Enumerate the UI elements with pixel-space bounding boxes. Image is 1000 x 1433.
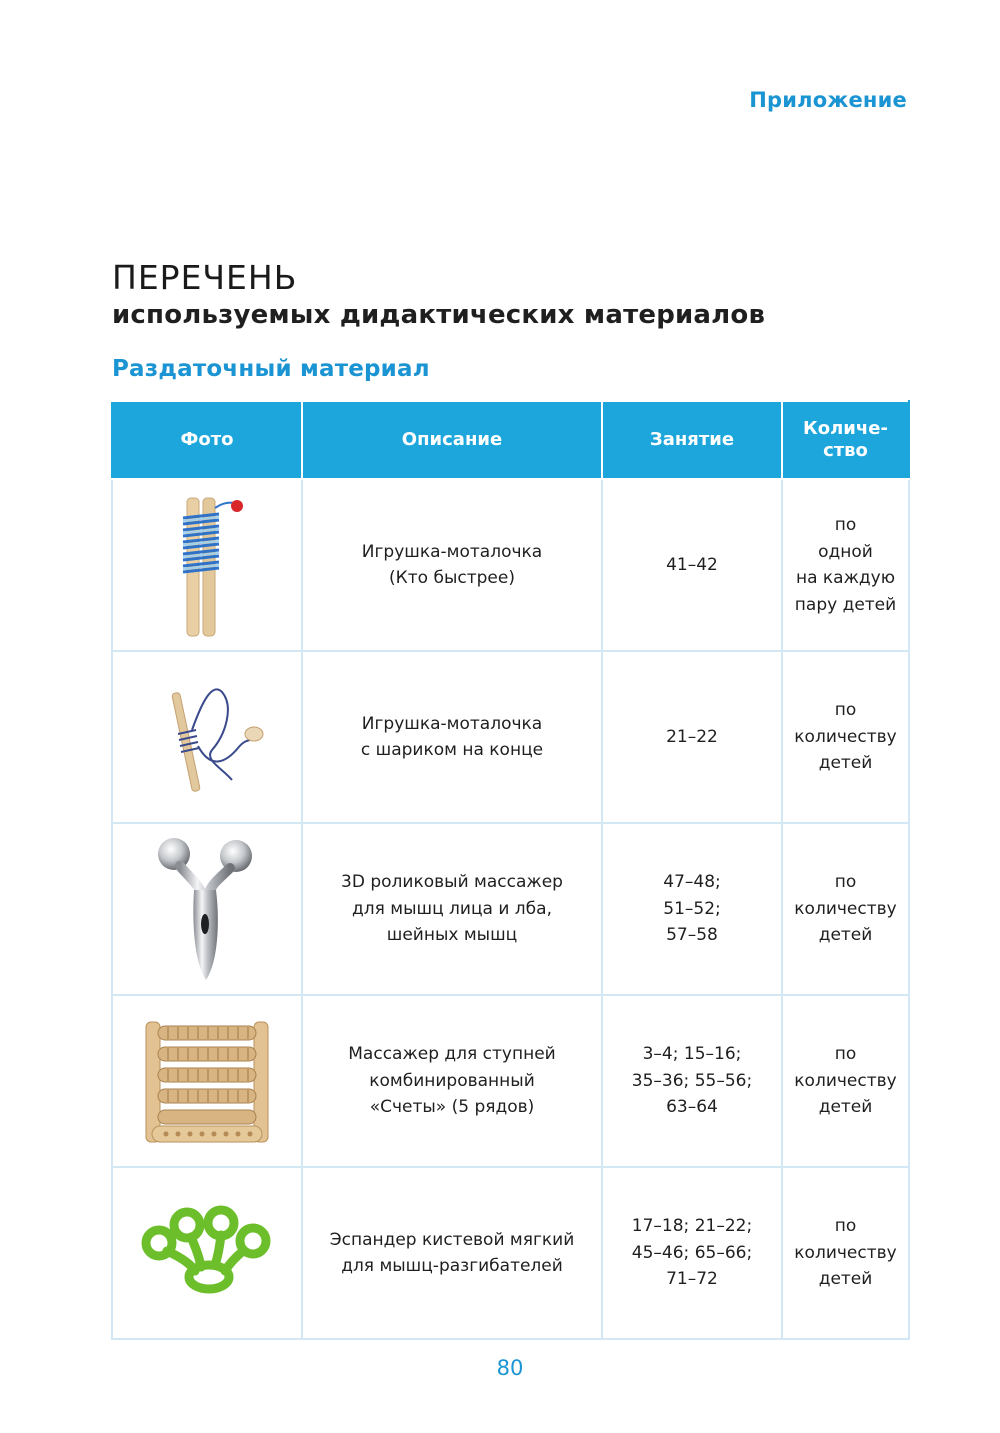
lesson-line: 51–52; [663,898,721,919]
description-line: 3D роликовый массажер [341,872,563,893]
description-line: Массажер для ступней [348,1044,556,1065]
table-row [112,995,909,1167]
lesson-line: 57–58 [666,925,718,946]
section-label: Приложение [749,88,907,112]
quantity-cell [782,823,909,995]
quantity-line: по [834,872,857,893]
quantity-line: количеству [794,898,897,919]
table-row [112,1167,909,1339]
photo-cell [112,1167,302,1339]
quantity-line: детей [818,753,873,774]
lesson-cell [602,1167,782,1339]
description-cell [302,479,602,651]
quantity-line: на каждую [795,568,896,588]
quantity-line: по [834,1216,857,1237]
lesson-cell [602,479,782,651]
lesson-cell [602,651,782,823]
description-cell [302,823,602,995]
description-line: для мышц лица и лба, [352,898,552,919]
lesson-line: 71–72 [666,1269,718,1290]
description-line: комбинированный [369,1070,535,1091]
description-cell [302,651,602,823]
hand-expander-icon [137,1203,277,1303]
lesson-line: 47–48; [663,872,721,893]
description-line: Игрушка-моталочка [361,541,543,562]
page-subtitle: используемых дидактических материалов [112,300,766,330]
materials-table [111,400,910,1340]
quantity-line: по [834,1044,857,1065]
description-cell [302,995,602,1167]
quantity-line: одной [818,541,873,562]
quantity-cell [782,651,909,823]
quantity-line: количеству [794,1242,897,1263]
section-heading: Раздаточный материал [112,356,430,382]
header-quantity-line: ство [823,440,868,461]
description-line: Игрушка-моталочка [361,713,543,734]
table-row [112,651,909,823]
quantity-line: по [834,700,857,721]
header-lesson: Занятие [602,401,782,479]
header-photo: Фото [112,401,302,479]
header-quantity [782,401,909,479]
quantity-line: детей [818,925,873,946]
lesson-line: 63–64 [666,1097,718,1118]
wooden-winder-toy-icon [157,490,257,640]
header-quantity-line: Количе- [803,418,888,439]
description-line: для мышц-разгибателей [341,1256,563,1276]
lesson-line: 41–42 [666,554,718,575]
lesson-line: 17–18; 21–22; [631,1216,753,1237]
quantity-line: количеству [794,726,897,747]
foot-massager-abacus-icon [142,1016,272,1146]
table-row [112,479,909,651]
description-line: «Счеты» (5 рядов) [369,1097,535,1118]
quantity-line: детей [818,1269,873,1290]
photo-cell [112,479,302,651]
page-number: 80 [496,1356,524,1380]
quantity-line: пару детей [794,594,897,615]
3d-roller-massager-icon [152,832,262,987]
lesson-line: 3–4; 15–16; [642,1044,742,1065]
quantity-line: количеству [794,1070,897,1091]
lesson-line: 35–36; 55–56; [631,1070,753,1091]
description-line: (Кто быстрее) [389,568,515,588]
quantity-line: детей [818,1097,873,1118]
photo-cell [112,651,302,823]
quantity-line: по [834,515,857,535]
table-row [112,823,909,995]
quantity-cell [782,995,909,1167]
lesson-line: 45–46; 65–66; [631,1242,753,1263]
description-line: шейных мышц [386,925,518,946]
header-description: Описание [302,401,602,479]
description-cell [302,1167,602,1339]
table-header-row [112,401,909,479]
lesson-cell [602,823,782,995]
description-line: с шариком на конце [360,740,544,760]
photo-cell [112,995,302,1167]
lesson-line: 21–22 [666,726,718,747]
description-line: Эспандер кистевой мягкий [329,1229,575,1250]
photo-cell [112,823,302,995]
quantity-cell [782,1167,909,1339]
quantity-cell [782,479,909,651]
lesson-cell [602,995,782,1167]
winder-toy-with-ball-icon [142,672,272,802]
page-title: ПЕРЕЧЕНЬ [112,258,298,297]
